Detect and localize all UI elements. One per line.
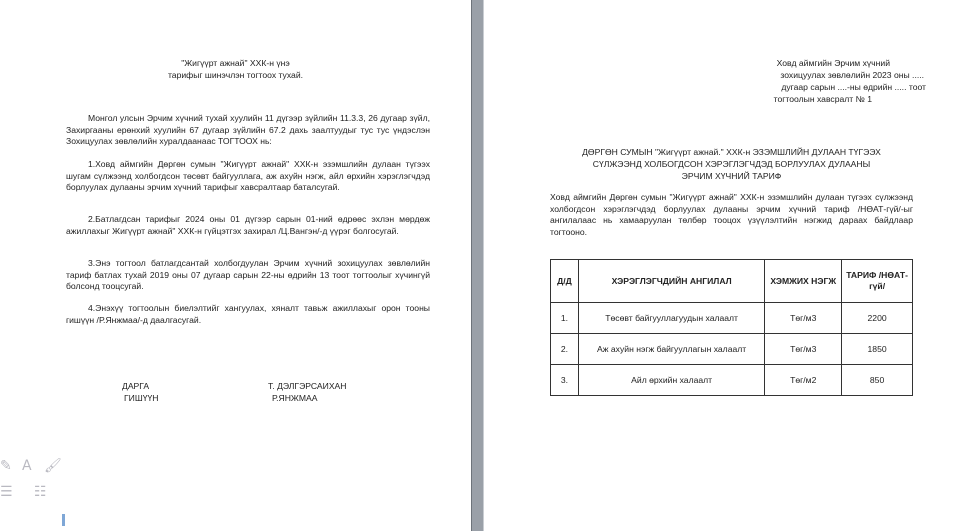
header-unit: ХЭМЖИХ НЭГЖ [765,260,842,303]
decree-title-line2: тарифыг шинэчлэн тогтоох тухай. [167,70,304,80]
tariff-table [550,259,913,396]
numbering-icon[interactable]: ☷ [34,484,47,500]
signature-title-member: ГИШҮҮН [124,393,159,403]
signature-name-member: Р.ЯНЖМАА [272,393,318,403]
document-page-1 [0,0,471,531]
row-unit: Төг/м3 [765,334,842,365]
row-unit: Төг/м2 [765,365,842,396]
table-row [551,334,913,365]
row-no: 1. [551,303,579,334]
row-no: 2. [551,334,579,365]
tariff-title-line3: ЭРЧИМ ХҮЧНИЙ ТАРИФ [681,171,782,181]
tariff-title-line2: СҮЛЖЭЭНД ХОЛБОГДСОН ХЭРЭГЛЭГЧДЭД БОРЛУУЛАХ ДУЛААНЫ [592,159,871,169]
appendix-header-line3: дугаар сарын ....-ны өдрийн ..... тоот [781,82,926,92]
row-tariff: 1850 [842,334,913,365]
row-tariff: 850 [842,365,913,396]
signature-name-chairman: Т. ДЭЛГЭРСАИХАН [268,381,347,391]
header-category: ХЭРЭГЛЭГЧДИЙН АНГИЛАЛ [578,260,764,303]
appendix-header-line1: Ховд аймгийн Эрчим хүчний [776,58,890,68]
appendix-header-line4: тогтоолын хавсралт № 1 [773,94,872,104]
highlight-icon[interactable]: ✎ [0,458,12,474]
document-page-2 [484,0,957,531]
row-tariff: 2200 [842,303,913,334]
decree-item-1: 1.Ховд аймгийн Дөргөн сумын "Жигүүрт ажнай" ХХК-н эзэмшлийн дулаан түгээх шугам сүлжээнд холбогдсон төсөвт байгууллага, аж ахуйн нэгж, айл өрхийн хэрэглэгчдэд борлуулах дулааны эрчим хүчний тарифыг хавсралтаар баталсугай. [66,159,430,193]
mini-format-toolbar [0,458,70,528]
table-row [551,365,913,396]
decree-item-2: 2.Батлагдсан тарифыг 2024 оны 01 дүгээр сарын 01-ний өдрөөс эхлэн мөрдөж ажиллахыг Жигүүрт ажнай" ХХК-н гүйцэтгэх захирал /Ц.Вангэн/-д үүрэг болгосугай. [66,214,430,236]
text-cursor [62,514,65,526]
format-painter-icon[interactable]: 🖌 [44,458,62,474]
tariff-title-line1: ДӨРГӨН СУМЫН "Жигүүрт ажнай." ХХК-н ЭЗЭМШЛИЙН ДУЛААН ТҮГЭЭХ [582,147,881,157]
row-category: Төсөвт байгууллагуудын халаалт [578,303,764,334]
appendix-header-line2: зохицуулах зөвлөлийн 2023 оны ..... [780,70,924,80]
decree-item-4: 4.Энэхүү тогтоолын биелэлтийг хангуулах, хяналт тавьж ажиллахыг орон тооны гишүүн /Р.Янжмаа/-д даалгасугай. [66,303,430,325]
row-category: Айл өрхийн халаалт [578,365,764,396]
table-header-row [551,260,913,303]
decree-title-line1: "Жигүүрт ажнай" ХХК-н үнэ [181,58,290,68]
table-row [551,303,913,334]
row-unit: Төг/м3 [765,303,842,334]
header-no: Д/Д [551,260,579,303]
row-no: 3. [551,365,579,396]
decree-preamble: Монгол улсын Эрчим хүчний тухай хуулийн 11 дүгээр зүйлийн 11.3.3, 26 дугаар зүйл, Захиргааны ерөнхий хуулийн 67 дугаар зүйлийн 67.2 дахь заалтуудыг тус тус үндэслэн Зохицуулах зөвлөлийн хуралдаанаас ТОГТООХ нь: [66,113,430,147]
signature-title-chairman: ДАРГА [122,381,150,391]
row-category: Аж ахуйн нэгж байгууллагын халаалт [578,334,764,365]
tariff-intro: Ховд аймгийн Дөргөн сумын "Жигүүрт ажнай" ХХК-н эзэмшлийн дулаан түгээх сүлжээнд холбогдсон хэрэглэгчдэд борлуулах дулааны эрчим хүчний тариф /НӨАТ-гүй/-ыг ангилалаас нь хамааруулан төлбөр тооцох үзүүлэлтийн нэгжид дараах байдлаар тогтооно. [550,192,913,237]
header-tariff: ТАРИФ /НӨАТ-гүй/ [842,260,913,303]
page-separator [471,0,484,531]
bullets-icon[interactable]: ☰ [0,484,13,500]
decree-item-3: 3.Энэ тогтоол батлагдсантай холбогдуулан Эрчим хүчний зохицуулах зөвлөлийн тариф батлах тухай 2019 оны 07 дугаар сарын 22-ны өдрийн 13 тоот тогтоолыг хүчингүй болсонд тооцсугай. [66,258,430,292]
font-color-icon[interactable]: A [22,458,32,474]
